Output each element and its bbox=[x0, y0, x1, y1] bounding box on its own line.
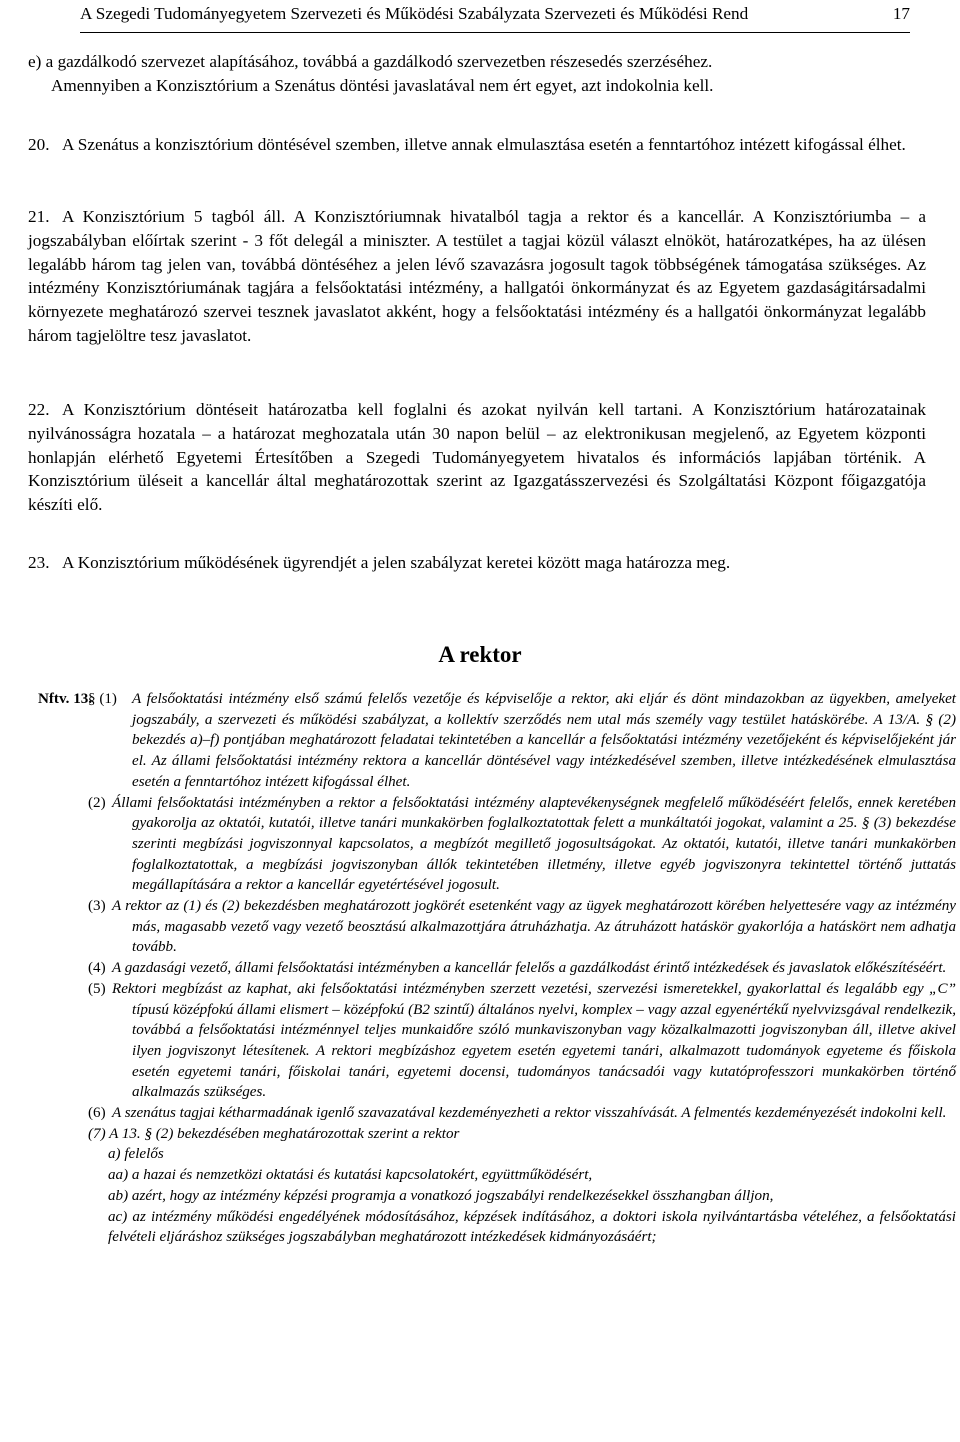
law-s3-number: (3) bbox=[88, 898, 106, 915]
paragraph-20 bbox=[28, 133, 926, 157]
paragraph-21-text: A Konzisztórium 5 tagból áll. A Konzisztóriumnak hivatalból tagja a rektor és a kancellár. A Konzisztóriumba – a jogszabályban előírtak szerint - 3 főt delegál a miniszter. A testület a tagjai közül választ elnököt, határozatképes, ha az ülésen legalább három tag jelen van, továbbá döntéséhez a jelen lévő szavazásra jogosult tagok többségének támogatása szükséges. Az intézmény Konzisztóriumának tagjára a felsőoktatási intézmény, a hallgatói önkormányzat és az Egyetem gazdaságitársadalmi környezete meghatározó szervei tesznek javaslatot akként, hogy a felsőoktatási intézmény és a hallgatói önkormányzat legalább három tagjelöltre tesz javaslatot. bbox=[28, 207, 926, 345]
law-s4-text: A gazdasági vezető, állami felsőoktatási intézményben a kancellár felelős a gazdálkodást érintő intézkedések és javaslatok előkészítéséért. bbox=[112, 960, 947, 977]
law-s7-a: a) felelős bbox=[108, 1146, 164, 1163]
law-tag: Nftv. 13. bbox=[38, 691, 93, 707]
law-s5-number: (5) bbox=[88, 980, 106, 997]
paragraph-21 bbox=[28, 205, 926, 348]
law-s6-number: (6) bbox=[88, 1105, 106, 1122]
header-title: A Szegedi Tudományegyetem Szervezeti és Működési Szabályzata Szervezeti és Működési Rend bbox=[80, 4, 749, 23]
law-s1-number: § (1) bbox=[88, 691, 117, 707]
law-s4-number: (4) bbox=[88, 960, 106, 977]
law-s1-text: A felsőoktatási intézmény első számú felelős vezetője és képviselője a rektor, aki eljár és dönt mindazokban az ügyekben, amelyeket jogszabály, a szervezeti és működési szabályzat, a kollektív szerződés nem utal más személy vagy testület hatáskörébe. A 13/A. § (2) bekezdés a)–f) pontjában meghatározott feladatai tekintetében a kancellár a felsőoktatási intézmény vezetőjeként és képviselőjeként jár el. Az állami felsőoktatási intézmény rektora a kancellár döntésével vagy intézkedésével szemben, illetve intézkedésének elmulasztása esetén a fenntartóhoz intézett kifogással élhet. bbox=[132, 691, 956, 790]
law-s2-number: (2) bbox=[88, 794, 106, 811]
paragraph-22-number: 22. bbox=[28, 400, 50, 419]
paragraph-20-text: A Szenátus a konzisztórium döntésével szemben, illetve annak elmulasztása esetén a fenntartóhoz intézett kifogással élhet. bbox=[62, 135, 906, 154]
page-header bbox=[80, 0, 910, 33]
law-body bbox=[88, 689, 956, 1248]
paragraph-20-number: 20. bbox=[28, 135, 50, 154]
paragraph-22 bbox=[28, 398, 926, 517]
law-s7-aa: aa) a hazai és nemzetközi oktatási és kutatási kapcsolatokért, együttműködésért, bbox=[108, 1167, 593, 1184]
paragraph-23-text: A Konzisztórium működésének ügyrendjét a jelen szabályzat keretei között maga határozza meg. bbox=[62, 553, 731, 572]
law-excerpt bbox=[38, 689, 956, 1248]
paragraph-21-number: 21. bbox=[28, 207, 50, 226]
item-e-continuation: Amennyiben a Konzisztórium a Szenátus döntési javaslatával nem ért egyet, azt indokolnia kell. bbox=[51, 75, 714, 95]
law-s5-text: Rektori megbízást az kaphat, aki felsőoktatási intézményben szerzett vezetési, szervezési ismeretekkel, gyakorlattal és legalább egy „C” típusú középfokú állami elismert – középfokú (B2 szintű) általános nyelvi, komplex – vagy azzal egyenértékű nyelvvizsgával rendelkezik, továbbá a felsőoktatási intézménnyel teljes munkaidőre szóló munkaviszonyban vagy közalkalmazotti jogviszonyban áll, illetve akivel ilyen jogviszonyt létesítenek. A rektori megbízáshoz egyetem esetén egyetemi tanári, alkalmazott tudományok egyeteme és főiskola esetén egyetemi tanári, főiskolai tanári, egyetemi docensi, tudományos tanácsadói vagy kutatóprofesszori munkakörben történő alkalmazás szükséges. bbox=[112, 980, 956, 1101]
law-s7-text: (7) A 13. § (2) bekezdésében meghatározottak szerint a rektor bbox=[88, 1125, 460, 1142]
paragraph-22-text: A Konzisztórium döntéseit határozatba kell foglalni és azokat nyilván kell tartani. A Konzisztórium határozatainak nyilvánosságra hozatala – a határozat meghozatala után 30 napon belül – az elektronikusan megjelenő, az Egyetem központi honlapján elérhető Egyetemi Értesítőben a Szegedi Tudományegyetem hivatalos és információs lapjában történik. A Konzisztórium üléseit a kancellár által meghatározottak szerint az Igazgatásszervezési és Szolgáltatási Központ főigazgatója készíti elő. bbox=[28, 400, 926, 515]
law-s6-text: A szenátus tagjai kétharmadának igenlő szavazatával kezdeményezheti a rektor visszahívását. A felmentés kezdeményezését indokolni kell. bbox=[112, 1105, 947, 1122]
paragraph-23 bbox=[28, 551, 926, 575]
law-s2-text: Állami felsőoktatási intézményben a rektor a felsőoktatási intézmény alaptevékenységnek megfelelő működéséért felelős, ennek keretében gyakorolja az oktatói, kutatói, illetve tanári munkakörben foglalkoztatottak felett a munkáltatói jogokat, valamint a 25. § (3) bekezdése szerinti megbízási jogviszonnyal kapcsolatos, a megbízót megillető jogosultságokat. Az oktatói, kutatói, illetve tanári munkakörben foglalkoztatottak, a megbízási jogviszonyban állók tekintetében illetmény, illetve egyéb jogviszonyra tekintettel történő juttatás megállapítására a rektor a kancellár egyetértésével jogosult. bbox=[112, 794, 956, 894]
law-s7-ab: ab) azért, hogy az intézmény képzési programja a vonatkozó jogszabályi rendelkezésekkel összhangban álljon, bbox=[108, 1187, 774, 1204]
item-e: e) a gazdálkodó szervezet alapításához, továbbá a gazdálkodó szervezetben részesedés szerzéséhez. bbox=[28, 52, 713, 71]
paragraph-23-number: 23. bbox=[28, 553, 50, 572]
section-title: A rektor bbox=[438, 642, 522, 667]
law-s3-text: A rektor az (1) és (2) bekezdésben meghatározott jogkörét esetenként vagy az ügyek meghatározott körében helyettesére vagy az intézmény más, magasabb vezető vagy vezető beosztású alkalmazottjára átruházhatja. Az átruházott hatáskör gyakorlója a hatáskört nem adhatja tovább. bbox=[112, 898, 956, 956]
main-text bbox=[28, 50, 926, 98]
page-number: 17 bbox=[892, 4, 910, 23]
law-s7-ac: ac) az intézmény működési engedélyének módosításához, képzések indításához, a doktori iskola nyilvántartásba vételéhez, a felsőoktatási felvételi eljáráshoz szükséges jogszabályban meghatározott intézkedések kidmányozásáért; bbox=[108, 1208, 956, 1246]
